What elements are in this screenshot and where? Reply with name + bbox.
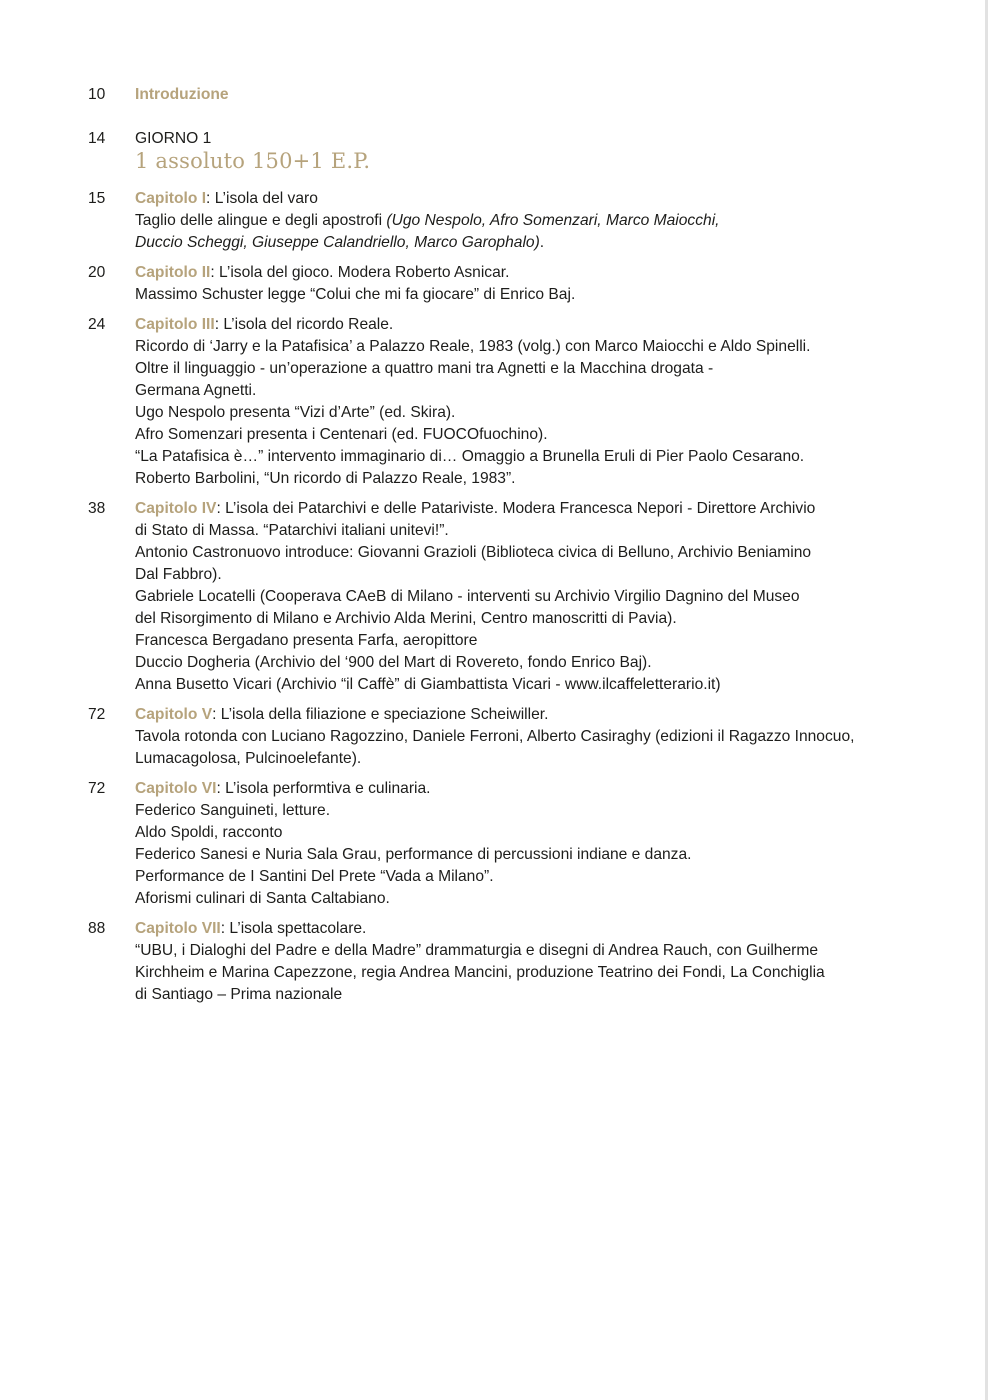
toc-entry-chapter-7[interactable] <box>88 918 918 1006</box>
chapter-line: Tavola rotonda con Luciano Ragozzino, Daniele Ferroni, Alberto Casiraghy (edizioni il Ragazzo Innocuo, <box>135 728 855 745</box>
chapter-line: Aforismi culinari di Santa Caltabiano. <box>135 890 390 907</box>
chapter-line: Federico Sanguineti, letture. <box>135 802 331 819</box>
chapter-line: Duccio Dogheria (Archivio del ‘900 del Mart di Rovereto, fondo Enrico Baj). <box>135 654 652 671</box>
page-number: 14 <box>88 130 106 147</box>
chapter-line: Francesca Bergadano presenta Farfa, aeropittore <box>135 632 478 649</box>
chapter-line: Roberto Barbolini, “Un ricordo di Palazzo Reale, 1983”. <box>135 470 516 487</box>
chapter-line: Federico Sanesi e Nuria Sala Grau, performance di percussioni indiane e danza. <box>135 846 692 863</box>
chapter-heading <box>135 704 918 726</box>
chapter-label: Capitolo V <box>135 706 213 723</box>
day-label: GIORNO 1 <box>135 130 212 147</box>
chapter-line: Antonio Castronuovo introduce: Giovanni Grazioli (Biblioteca civica di Belluno, Archivio Beniamino <box>135 544 812 561</box>
page-number: 15 <box>88 190 106 207</box>
chapter-line: “UBU, i Dialoghi del Padre e della Madre” drammaturgia e disegni di Andrea Rauch, con Guilherme <box>135 942 819 959</box>
chapter-title: : L’isola spettacolare. <box>220 920 367 937</box>
chapter-label: Capitolo VI <box>135 780 217 797</box>
toc-entry-chapter-4[interactable] <box>88 498 918 696</box>
toc-entry-chapter-1[interactable] <box>88 188 918 254</box>
chapter-heading <box>135 778 918 800</box>
intro-title: Introduzione <box>135 86 229 103</box>
page-number: 20 <box>88 264 106 281</box>
chapter-heading <box>135 188 918 210</box>
chapter-heading <box>135 314 918 336</box>
chapter-line: Lumacagolosa, Pulcinoelefante). <box>135 750 362 767</box>
chapter-title: : L’isola della filiazione e speciazione Scheiwiller. <box>212 706 549 723</box>
chapter-line: Dal Fabbro). <box>135 566 222 583</box>
chapter-heading <box>135 262 918 284</box>
chapter-title: : L’isola performtiva e culinaria. <box>216 780 431 797</box>
page-number: 24 <box>88 316 106 333</box>
chapter-line: “La Patafisica è…” intervento immaginario di… Omaggio a Brunella Eruli di Pier Paolo Cesarano. <box>135 448 805 465</box>
chapter-line <box>135 232 918 254</box>
chapter-line: Oltre il linguaggio - un’operazione a quattro mani tra Agnetti e la Macchina drogata - <box>135 360 714 377</box>
chapter-line-text: Taglio delle alingue e degli apostrofi <box>135 212 387 229</box>
chapter-label: Capitolo VII <box>135 920 221 937</box>
chapter-title: : L’isola del varo <box>206 190 318 207</box>
page-number: 72 <box>88 706 106 723</box>
page-number: 88 <box>88 920 106 937</box>
chapter-line: Afro Somenzari presenta i Centenari (ed. FUOCOfuochino). <box>135 426 548 443</box>
toc-entry-chapter-3[interactable] <box>88 314 918 490</box>
chapter-line: del Risorgimento di Milano e Archivio Alda Merini, Centro manoscritti di Pavia). <box>135 610 677 627</box>
chapter-title: : L’isola del gioco. Modera Roberto Asnicar. <box>210 264 510 281</box>
table-of-contents <box>88 84 918 1014</box>
toc-entry-chapter-2[interactable] <box>88 262 918 306</box>
chapter-line: Germana Agnetti. <box>135 382 257 399</box>
toc-entry-day[interactable] <box>88 128 918 172</box>
toc-entry-chapter-5[interactable] <box>88 704 918 770</box>
chapter-line: Gabriele Locatelli (Cooperava CAeB di Milano - interventi su Archivio Virgilio Dagnino del Museo <box>135 588 800 605</box>
chapter-line <box>135 210 918 232</box>
chapter-label: Capitolo IV <box>135 500 217 517</box>
chapter-line: Anna Busetto Vicari (Archivio “il Caffè” di Giambattista Vicari - www.ilcaffeletterario.it) <box>135 676 721 693</box>
chapter-line: Ugo Nespolo presenta “Vizi d’Arte” (ed. Skira). <box>135 404 456 421</box>
chapter-title: : L’isola dei Patarchivi e delle Patariviste. Modera Francesca Nepori - Direttore Archivio <box>216 500 816 517</box>
page-number: 72 <box>88 780 106 797</box>
chapter-label: Capitolo I <box>135 190 207 207</box>
chapter-heading <box>135 918 918 940</box>
chapter-title: : L’isola del ricordo Reale. <box>214 316 394 333</box>
chapter-line: di Santiago – Prima nazionale <box>135 986 343 1003</box>
chapter-line: di Stato di Massa. “Patarchivi italiani unitevi!”. <box>135 522 449 539</box>
chapter-line: Aldo Spoldi, racconto <box>135 824 283 841</box>
chapter-line: Kirchheim e Marina Capezzone, regia Andrea Mancini, produzione Teatrino dei Fondi, La Conchiglia <box>135 964 825 981</box>
chapter-line-text: . <box>539 234 545 251</box>
chapter-label: Capitolo III <box>135 316 215 333</box>
chapter-heading <box>135 498 918 520</box>
chapter-line: Massimo Schuster legge “Colui che mi fa giocare” di Enrico Baj. <box>135 286 576 303</box>
chapter-label: Capitolo II <box>135 264 211 281</box>
chapter-line-italic: (Ugo Nespolo, Afro Somenzari, Marco Maiocchi, <box>386 212 720 229</box>
toc-entry-intro[interactable] <box>88 84 918 106</box>
page-number: 38 <box>88 500 106 517</box>
page-number: 10 <box>88 86 106 103</box>
day-title: 1 assoluto 150+1 E.P. <box>135 149 371 173</box>
toc-entry-chapter-6[interactable] <box>88 778 918 910</box>
chapter-line: Ricordo di ‘Jarry e la Patafisica’ a Palazzo Reale, 1983 (volg.) con Marco Maiocchi e Aldo Spinelli. <box>135 338 811 355</box>
chapter-line-italic: Duccio Scheggi, Giuseppe Calandriello, Marco Garophalo) <box>135 234 540 251</box>
chapter-line: Performance de I Santini Del Prete “Vada a Milano”. <box>135 868 494 885</box>
